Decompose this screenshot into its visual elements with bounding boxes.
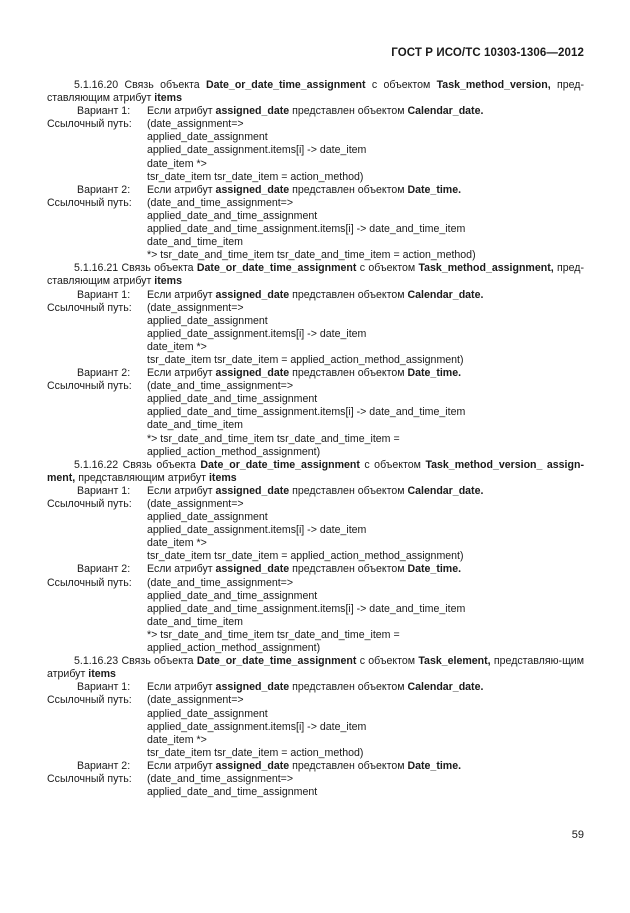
row-value — [147, 498, 584, 511]
code-line: (date_and_time_assignment=> — [147, 196, 294, 209]
attribute-name: assigned_date — [215, 681, 290, 694]
reference-path-label: Ссылочный путь: — [47, 772, 132, 785]
entity-name: Date_or_date_time_assignment — [196, 262, 357, 275]
variant-text: представлен объектом — [289, 183, 408, 196]
section — [47, 262, 584, 458]
heading-text: с объектом — [359, 458, 426, 471]
row-value — [147, 118, 584, 131]
row-value — [147, 760, 584, 773]
page-header: ГОСТ Р ИСО/ТС 10303-1306—2012 — [391, 47, 584, 59]
section-heading — [47, 262, 584, 288]
variant-label: Вариант 2: — [77, 367, 131, 380]
code-line: applied_date_and_time_assignment.items[i] -> date_and_time_item — [147, 406, 466, 419]
code-line: (date_assignment=> — [147, 301, 244, 314]
variant-label: Вариант 1: — [77, 105, 131, 118]
reference-path-label: Ссылочный путь: — [47, 380, 132, 393]
heading-text: с объектом — [356, 655, 419, 668]
code-line: (date_assignment=> — [147, 694, 244, 707]
heading-text: представляющим атрибут — [75, 471, 209, 484]
variant-text: Если атрибут — [147, 484, 216, 497]
section — [47, 79, 584, 262]
heading-text: с объектом — [356, 262, 419, 275]
object-name: Date_time. — [407, 759, 462, 772]
object-name: Calendar_date. — [407, 105, 484, 118]
reference-path-label: Ссылочный путь: — [47, 498, 132, 510]
code-line: tsr_date_item tsr_date_item = action_method) — [147, 170, 364, 183]
variant-text: Если атрибут — [147, 105, 216, 118]
attribute-name: assigned_date — [215, 563, 290, 576]
target-entity: Task_method_assignment, — [418, 262, 554, 275]
row-value — [147, 485, 584, 498]
code-line: date_item *> — [147, 537, 207, 550]
attribute-name: items — [154, 275, 182, 288]
code-line: tsr_date_item tsr_date_item = action_method) — [147, 746, 364, 759]
variant-row — [47, 681, 584, 694]
reference-path-label: Ссылочный путь: — [47, 576, 132, 589]
code-line: applied_action_method_assignment) — [147, 445, 321, 458]
row-value — [147, 197, 584, 210]
code-line: applied_date_and_time_assignment — [147, 786, 318, 799]
code-line: applied_date_and_time_assignment.items[i] -> date_and_time_item — [147, 602, 466, 615]
heading-text: представляю-щим атрибут — [47, 655, 584, 681]
variant-text: Если атрибут — [147, 367, 216, 380]
target-entity: Task_element, — [418, 655, 491, 668]
code-line: (date_assignment=> — [147, 118, 244, 131]
object-name: Calendar_date. — [407, 288, 484, 301]
code-line: date_and_time_item — [147, 236, 243, 249]
reference-path-label: Ссылочный путь: — [47, 301, 132, 314]
row-value — [147, 302, 584, 315]
code-line: (date_and_time_assignment=> — [147, 772, 294, 785]
variant-label: Вариант 2: — [77, 183, 131, 196]
reference-path-row — [47, 197, 584, 210]
attribute-name: assigned_date — [215, 288, 290, 301]
attribute-name: assigned_date — [215, 484, 290, 497]
attribute-name: assigned_date — [215, 105, 290, 118]
attribute-name: assigned_date — [215, 759, 290, 772]
attribute-name: assigned_date — [215, 367, 290, 380]
code-line: applied_date_assignment — [147, 314, 268, 327]
code-line: applied_date_assignment.items[i] -> date_item — [147, 720, 367, 733]
code-line: applied_action_method_assignment) — [147, 642, 321, 655]
heading-text: 5.1.16.23 Связь объекта — [74, 655, 197, 668]
code-line: date_item *> — [147, 157, 207, 170]
variant-text: представлен объектом — [289, 105, 408, 118]
object-name: Calendar_date. — [407, 484, 484, 497]
code-line: applied_date_assignment.items[i] -> date_item — [147, 327, 367, 340]
reference-path-label: Ссылочный путь: — [47, 694, 132, 707]
variant-text: Если атрибут — [147, 183, 216, 196]
row-value — [147, 184, 584, 197]
row-value — [147, 773, 584, 786]
variant-label: Вариант 1: — [77, 681, 131, 694]
row-value — [147, 380, 584, 393]
row-value — [147, 577, 584, 590]
code-line: applied_date_and_time_assignment — [147, 589, 318, 602]
code-line: tsr_date_item tsr_date_item = applied_action_method_assignment) — [147, 550, 464, 563]
code-line: *> tsr_date_and_time_item tsr_date_and_time_item = — [147, 628, 400, 641]
variant-text: Если атрибут — [147, 288, 216, 301]
section-heading — [47, 459, 584, 485]
code-line: applied_date_and_time_assignment.items[i] -> date_and_time_item — [147, 223, 466, 236]
variant-text: представлен объектом — [289, 288, 408, 301]
variant-row — [47, 485, 584, 498]
code-line: applied_date_assignment — [147, 511, 268, 524]
heading-text: 5.1.16.21 Связь объекта — [74, 262, 197, 275]
code-line: applied_date_assignment.items[i] -> date_item — [147, 524, 367, 537]
variant-text: Если атрибут — [147, 563, 216, 576]
code-line: *> tsr_date_and_time_item tsr_date_and_time_item = action_method) — [147, 249, 476, 262]
variant-label: Вариант 2: — [77, 563, 131, 576]
variant-label: Вариант 2: — [77, 759, 131, 772]
code-line: applied_date_and_time_assignment — [147, 393, 318, 406]
variant-text: представлен объектом — [289, 759, 408, 772]
entity-name: Date_or_date_time_assignment — [196, 655, 357, 668]
reference-path-row — [47, 118, 584, 131]
variant-label: Вариант 1: — [77, 288, 131, 301]
code-line: tsr_date_item tsr_date_item = applied_action_method_assignment) — [147, 353, 464, 366]
reference-path-row — [47, 380, 584, 393]
code-line: *> tsr_date_and_time_item tsr_date_and_time_item = — [147, 432, 400, 445]
variant-row — [47, 760, 584, 773]
row-value — [147, 367, 584, 380]
variant-text: представлен объектом — [289, 484, 408, 497]
code-line: date_item *> — [147, 733, 207, 746]
row-value — [147, 105, 584, 118]
code-line: applied_date_and_time_assignment — [147, 209, 318, 222]
attribute-name: items — [154, 92, 182, 105]
section-heading — [47, 79, 584, 105]
object-name: Calendar_date. — [407, 681, 484, 694]
variant-text: Если атрибут — [147, 759, 216, 772]
object-name: Date_time. — [407, 183, 462, 196]
heading-text: 5.1.16.20 Связь объекта — [74, 79, 206, 91]
attribute-name: assigned_date — [215, 183, 290, 196]
variant-row — [47, 367, 584, 380]
code-line: (date_and_time_assignment=> — [147, 576, 294, 589]
variant-text: представлен объектом — [289, 681, 408, 694]
heading-text: пред-ставляющим атрибут — [47, 262, 584, 288]
target-entity: Task_method_version, — [436, 79, 551, 91]
heading-text: пред-ставляющим атрибут — [47, 79, 584, 105]
row-value — [147, 289, 584, 302]
object-name: Date_time. — [407, 563, 462, 576]
code-line: date_item *> — [147, 340, 207, 353]
section-heading — [47, 655, 584, 681]
reference-path-row — [47, 694, 584, 707]
reference-path-row — [47, 577, 584, 590]
heading-text: 5.1.16.22 Связь объекта — [74, 458, 201, 471]
variant-text: Если атрибут — [147, 681, 216, 694]
variant-row — [47, 184, 584, 197]
row-value — [147, 563, 584, 576]
variant-row — [47, 105, 584, 118]
variant-label: Вариант 1: — [77, 484, 131, 497]
reference-path-label: Ссылочный путь: — [47, 196, 132, 209]
code-line: (date_and_time_assignment=> — [147, 380, 294, 393]
variant-text: представлен объектом — [289, 367, 408, 380]
object-name: Date_time. — [407, 367, 462, 380]
entity-name: Date_or_date_time_assignment — [205, 79, 366, 91]
variant-row — [47, 563, 584, 576]
reference-path-row — [47, 773, 584, 786]
reference-path-row — [47, 498, 584, 511]
heading-text: с объектом — [365, 79, 437, 91]
document-body — [47, 79, 584, 799]
attribute-name: items — [208, 471, 237, 484]
section — [47, 459, 584, 655]
code-line: date_and_time_item — [147, 615, 243, 628]
reference-path-row — [47, 302, 584, 315]
section — [47, 655, 584, 799]
code-line: (date_assignment=> — [147, 498, 244, 510]
entity-name: Date_or_date_time_assignment — [200, 458, 360, 471]
code-line: applied_date_assignment.items[i] -> date_item — [147, 144, 367, 157]
row-value — [147, 694, 584, 707]
code-line: applied_date_assignment — [147, 707, 268, 720]
row-value — [147, 681, 584, 694]
code-line: applied_date_assignment — [147, 131, 268, 144]
variant-row — [47, 289, 584, 302]
variant-text: представлен объектом — [289, 563, 408, 576]
reference-path-label: Ссылочный путь: — [47, 118, 132, 131]
code-line: date_and_time_item — [147, 419, 243, 432]
page-number: 59 — [571, 829, 584, 841]
target-entity: Task_method_version_ assign-ment, — [47, 458, 584, 484]
attribute-name: items — [88, 668, 116, 681]
